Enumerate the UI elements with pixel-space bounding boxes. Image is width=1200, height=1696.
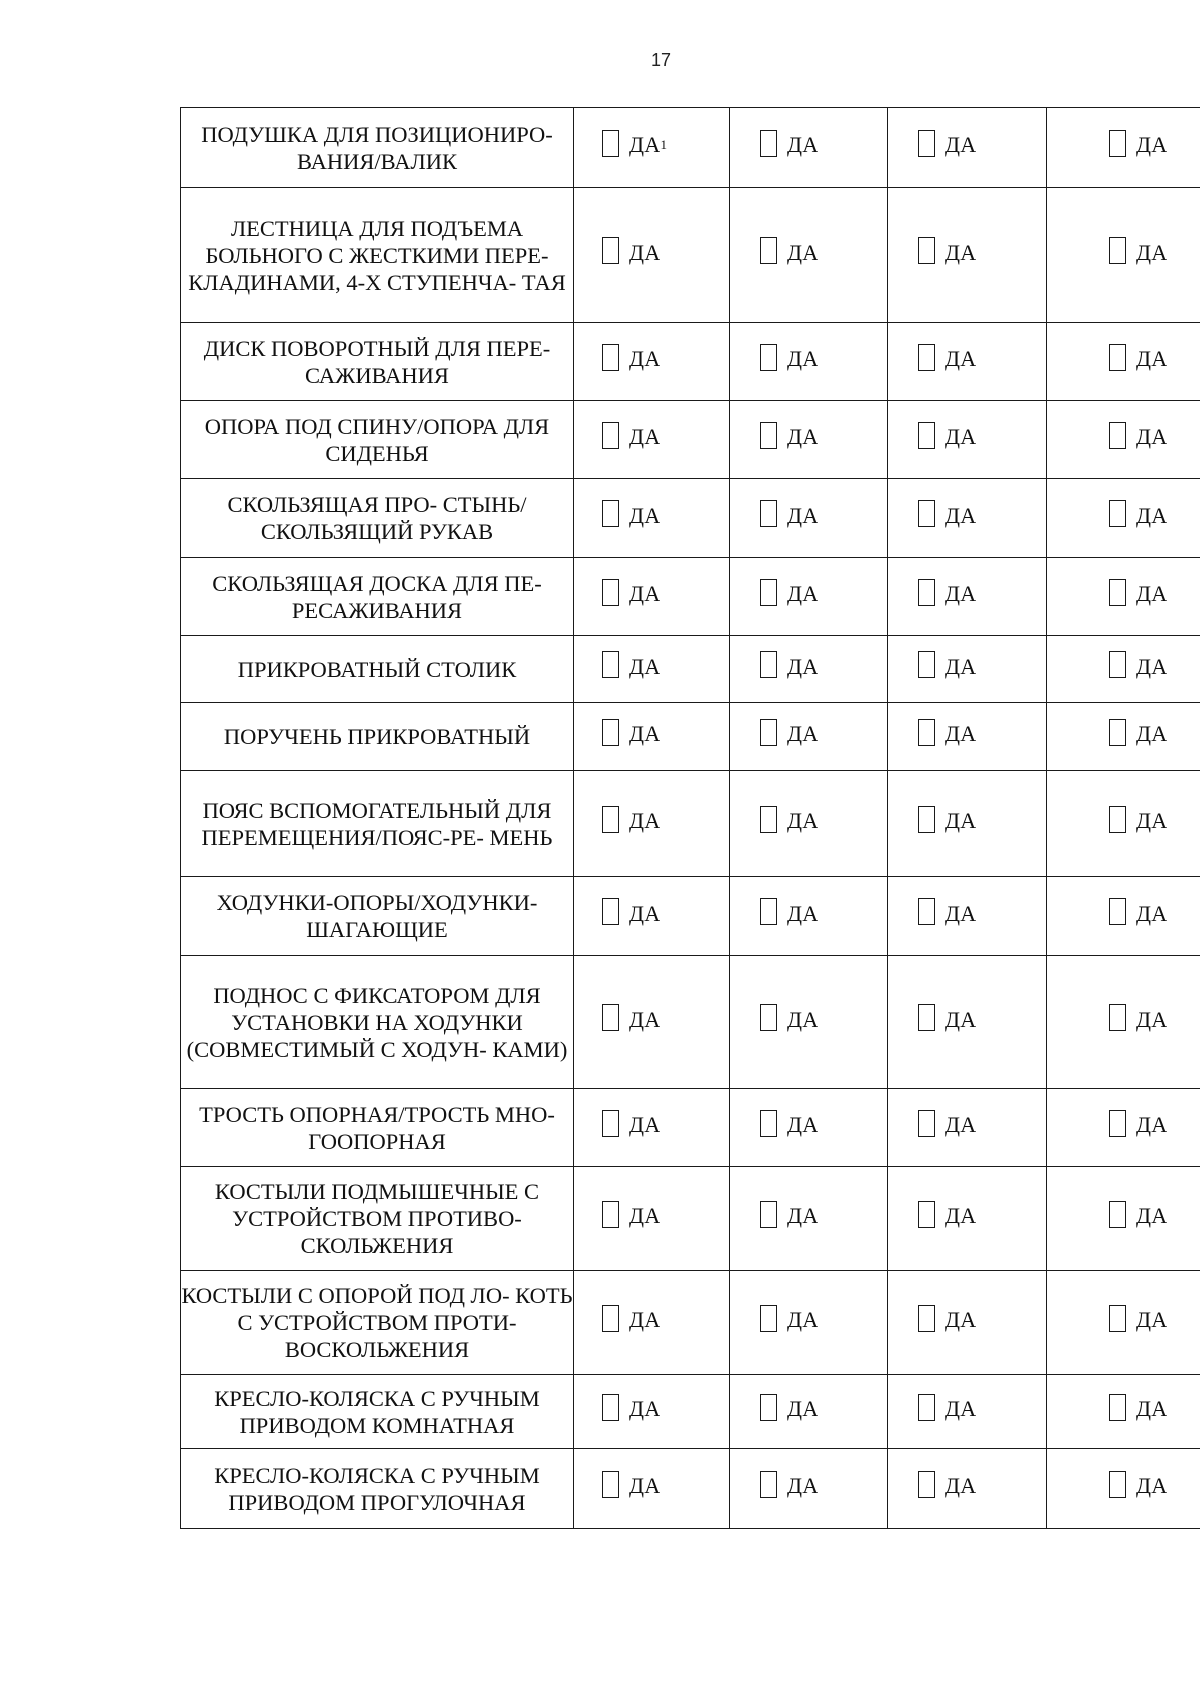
checkbox-icon[interactable] [602,1110,619,1137]
yes-option[interactable] [918,132,977,159]
checkbox-icon[interactable] [602,1201,619,1228]
yes-option[interactable] [1109,239,1168,266]
yes-option[interactable] [1109,1203,1168,1230]
yes-option[interactable] [1109,808,1168,835]
checkbox-icon[interactable] [918,1110,935,1137]
option-cell-1 [574,636,730,703]
option-cell-1 [574,771,730,877]
option-cell-4 [1047,323,1200,401]
table-row [181,636,1200,703]
option-cell-4 [1047,956,1200,1089]
yes-label: ДА [945,653,977,679]
checkbox-icon[interactable] [602,898,619,925]
table-row [181,558,1200,636]
equipment-name: КОСТЫЛИ С ОПОРОЙ ПОД ЛО- КОТЬ С УСТРОЙСТВОМ ПРОТИ- ВОСКОЛЬЖЕНИЯ [181,1271,574,1375]
table-row [181,703,1200,771]
yes-option[interactable] [760,900,819,927]
option-cell-1 [574,1089,730,1167]
equipment-name: ПОЯС ВСПОМОГАТЕЛЬНЫЙ ДЛЯ ПЕРЕМЕЩЕНИЯ/ПОЯС-РЕ- МЕНЬ [181,771,574,877]
yes-option[interactable] [602,721,661,748]
option-cell-3 [888,1089,1047,1167]
checkbox-icon[interactable] [602,500,619,527]
option-cell-3 [888,108,1047,188]
option-cell-2 [730,703,888,771]
equipment-name: КРЕСЛО-КОЛЯСКА С РУЧНЫМ ПРИВОДОМ ПРОГУЛОЧНАЯ [181,1449,574,1529]
yes-option[interactable] [760,502,819,529]
option-cell-4 [1047,108,1200,188]
option-cell-4 [1047,636,1200,703]
yes-label: ДА [945,721,977,746]
yes-option[interactable] [760,346,819,373]
checkbox-icon[interactable] [1109,422,1126,449]
option-cell-1 [574,188,730,323]
option-cell-2 [730,108,888,188]
checkbox-icon[interactable] [760,500,777,527]
yes-option[interactable] [918,721,977,748]
yes-option[interactable] [760,581,819,608]
checkbox-icon[interactable] [602,344,619,371]
yes-option[interactable] [760,1396,819,1423]
table-row [181,188,1200,323]
yes-option[interactable] [760,1112,819,1139]
option-cell-3 [888,1167,1047,1271]
yes-label: ДА [1136,239,1168,265]
equipment-name: ОПОРА ПОД СПИНУ/ОПОРА ДЛЯ СИДЕНЬЯ [181,401,574,479]
yes-label: ДА [787,721,819,746]
yes-option[interactable] [602,1473,661,1500]
yes-option[interactable] [1109,653,1168,680]
yes-label: ДА [945,808,977,833]
checkbox-icon[interactable] [1109,898,1126,925]
yes-option[interactable] [918,581,977,608]
checkbox-icon[interactable] [760,237,777,264]
yes-option[interactable] [918,1203,977,1230]
yes-label: ДА [945,239,977,265]
checkbox-icon[interactable] [602,1471,619,1498]
yes-label: ДА [629,900,661,926]
checkbox-icon[interactable] [918,237,935,264]
yes-label: ДА [787,1203,819,1228]
yes-label: ДА [1136,424,1168,449]
checkbox-icon[interactable] [1109,806,1126,833]
option-cell-2 [730,1449,888,1529]
yes-option[interactable] [1109,346,1168,373]
checkbox-icon[interactable] [602,806,619,833]
checkbox-icon[interactable] [1109,237,1126,264]
option-cell-1 [574,1271,730,1375]
table-row [181,1167,1200,1271]
option-cell-3 [888,636,1047,703]
checkbox-icon[interactable] [760,651,777,678]
option-cell-2 [730,636,888,703]
table-row [181,1375,1200,1449]
yes-label: ДА [629,132,661,157]
yes-option[interactable] [602,1396,661,1423]
yes-label: ДА [1136,1203,1168,1228]
equipment-name: КРЕСЛО-КОЛЯСКА С РУЧНЫМ ПРИВОДОМ КОМНАТНАЯ [181,1375,574,1449]
checkbox-icon[interactable] [918,806,935,833]
yes-option[interactable] [602,1203,661,1230]
checkbox-icon[interactable] [1109,579,1126,606]
checkbox-icon[interactable] [602,422,619,449]
option-cell-3 [888,323,1047,401]
yes-label: ДА [787,653,819,679]
yes-option[interactable] [918,1396,977,1423]
yes-label: ДА [1136,581,1168,606]
checkbox-icon[interactable] [918,1305,935,1332]
yes-label: ДА [629,653,661,679]
equipment-name: СКОЛЬЗЯЩАЯ ПРО- СТЫНЬ/СКОЛЬЗЯЩИЙ РУКАВ [181,479,574,558]
checkbox-icon[interactable] [918,344,935,371]
equipment-name: ТРОСТЬ ОПОРНАЯ/ТРОСТЬ МНО- ГООПОРНАЯ [181,1089,574,1167]
yes-label: ДА [945,1307,977,1332]
option-cell-1 [574,703,730,771]
option-cell-3 [888,1375,1047,1449]
checkbox-icon[interactable] [602,719,619,746]
checkbox-icon[interactable] [1109,500,1126,527]
checkbox-icon[interactable] [760,898,777,925]
yes-option[interactable] [918,1112,977,1139]
page-number: 17 [650,50,672,70]
yes-option[interactable] [760,1203,819,1230]
yes-label: ДА [945,900,977,926]
yes-label: ДА [787,502,819,528]
checkbox-icon[interactable] [760,1110,777,1137]
yes-label: ДА [787,346,819,371]
option-cell-1 [574,479,730,558]
yes-option[interactable] [918,1307,977,1334]
yes-option[interactable] [1109,1006,1168,1033]
yes-option[interactable] [760,808,819,835]
yes-option[interactable] [760,424,819,451]
yes-label: ДА [787,239,819,265]
yes-label: ДА [787,808,819,833]
yes-option[interactable] [918,808,977,835]
yes-label: ДА [787,1473,819,1498]
option-cell-4 [1047,558,1200,636]
option-cell-3 [888,877,1047,956]
checkbox-icon[interactable] [1109,1305,1126,1332]
option-cell-3 [888,1449,1047,1529]
yes-label: ДА [945,1006,977,1032]
yes-label: ДА [1136,1307,1168,1332]
option-cell-1 [574,1449,730,1529]
checkbox-icon[interactable] [602,237,619,264]
yes-option[interactable] [918,1006,977,1033]
checkbox-icon[interactable] [1109,130,1126,157]
option-cell-2 [730,877,888,956]
yes-option[interactable] [602,424,661,451]
table-row [181,401,1200,479]
table-row [181,108,1200,188]
table-row [181,1089,1200,1167]
yes-label: ДА [1136,346,1168,371]
option-cell-3 [888,771,1047,877]
checkbox-icon[interactable] [918,719,935,746]
checkbox-icon[interactable] [602,579,619,606]
yes-option[interactable] [602,1006,661,1033]
option-cell-2 [730,1089,888,1167]
yes-option[interactable] [918,900,977,927]
option-cell-3 [888,1271,1047,1375]
option-cell-4 [1047,1271,1200,1375]
yes-label: ДА [629,721,661,746]
option-cell-4 [1047,1375,1200,1449]
checkbox-icon[interactable] [602,651,619,678]
option-cell-3 [888,401,1047,479]
yes-label: ДА [945,1203,977,1228]
option-cell-2 [730,558,888,636]
yes-label: ДА [945,346,977,371]
yes-option[interactable] [760,1473,819,1500]
yes-option[interactable] [760,239,819,266]
equipment-name: ЛЕСТНИЦА ДЛЯ ПОДЪЕМА БОЛЬНОГО С ЖЕСТКИМИ ПЕРЕ- КЛАДИНАМИ, 4-Х СТУПЕНЧА- ТАЯ [181,188,574,323]
equipment-name: ДИСК ПОВОРОТНЫЙ ДЛЯ ПЕРЕ- САЖИВАНИЯ [181,323,574,401]
yes-option[interactable] [918,1473,977,1500]
yes-label: ДА [787,132,819,157]
option-cell-3 [888,558,1047,636]
yes-option[interactable] [1109,1396,1168,1423]
checkbox-icon[interactable] [1109,1394,1126,1421]
table-row [181,1449,1200,1529]
yes-label: ДА [787,900,819,926]
checkbox-icon[interactable] [918,898,935,925]
option-cell-3 [888,479,1047,558]
checkbox-icon[interactable] [918,130,935,157]
option-cell-3 [888,956,1047,1089]
yes-label: ДА [945,132,977,157]
yes-label: ДА [1136,808,1168,833]
table-row [181,479,1200,558]
checkbox-icon[interactable] [1109,344,1126,371]
checkbox-icon[interactable] [918,1201,935,1228]
yes-option[interactable] [602,1307,661,1334]
equipment-name: КОСТЫЛИ ПОДМЫШЕЧНЫЕ С УСТРОЙСТВОМ ПРОТИВО- СКОЛЬЖЕНИЯ [181,1167,574,1271]
yes-option[interactable] [602,239,661,266]
yes-option[interactable] [1109,721,1168,748]
yes-option[interactable] [602,808,661,835]
yes-label: ДА [629,502,661,528]
yes-label: ДА [787,1307,819,1332]
checkbox-icon[interactable] [1109,651,1126,678]
yes-option[interactable] [918,346,977,373]
option-cell-1 [574,401,730,479]
yes-label: ДА [945,581,977,606]
yes-label: ДА [945,1112,977,1137]
yes-option[interactable] [602,346,661,373]
yes-label: ДА [629,1473,661,1498]
table-row [181,1271,1200,1375]
yes-option[interactable] [1109,1112,1168,1139]
option-cell-4 [1047,401,1200,479]
yes-option[interactable] [1109,132,1168,159]
yes-label: ДА [787,1396,819,1421]
equipment-name: ПОДУШКА ДЛЯ ПОЗИЦИОНИРО- ВАНИЯ/ВАЛИК [181,108,574,188]
checkbox-icon[interactable] [760,1201,777,1228]
equipment-name: ПРИКРОВАТНЫЙ СТОЛИК [181,636,574,703]
yes-label: ДА [1136,502,1168,528]
yes-option[interactable] [918,239,977,266]
yes-label: ДА [787,581,819,606]
yes-option[interactable] [602,581,661,608]
table-row [181,877,1200,956]
checkbox-icon[interactable] [602,1004,619,1031]
option-cell-4 [1047,479,1200,558]
checkbox-icon[interactable] [760,344,777,371]
option-cell-4 [1047,1167,1200,1271]
yes-label: ДА [1136,721,1168,746]
yes-label: ДА [1136,653,1168,679]
yes-option[interactable] [760,721,819,748]
yes-label: ДА [1136,1006,1168,1032]
checkbox-icon[interactable] [1109,1201,1126,1228]
yes-label: ДА [787,1006,819,1032]
checkbox-icon[interactable] [760,719,777,746]
yes-option[interactable] [1109,900,1168,927]
yes-option[interactable] [760,1307,819,1334]
option-cell-2 [730,956,888,1089]
option-cell-3 [888,703,1047,771]
checkbox-icon[interactable] [1109,719,1126,746]
yes-option[interactable] [1109,1307,1168,1334]
option-cell-3 [888,188,1047,323]
yes-label: ДА [629,1396,661,1421]
yes-label: ДА [787,424,819,449]
option-cell-4 [1047,771,1200,877]
yes-label: ДА [1136,132,1168,157]
yes-option[interactable] [602,653,661,680]
yes-label: ДА [629,808,661,833]
yes-label: ДА [1136,1112,1168,1137]
equipment-name: СКОЛЬЗЯЩАЯ ДОСКА ДЛЯ ПЕ- РЕСАЖИВАНИЯ [181,558,574,636]
option-cell-2 [730,771,888,877]
checkbox-icon[interactable] [918,1394,935,1421]
checkbox-icon[interactable] [918,422,935,449]
yes-label: ДА [629,1307,661,1332]
table-row [181,323,1200,401]
option-cell-2 [730,1375,888,1449]
option-cell-1 [574,956,730,1089]
checkbox-icon[interactable] [760,1004,777,1031]
table-row [181,771,1200,877]
equipment-name: ПОРУЧЕНЬ ПРИКРОВАТНЫЙ [181,703,574,771]
yes-label: ДА [629,346,661,371]
yes-option[interactable] [760,1006,819,1033]
equipment-table [180,107,1200,1529]
yes-option[interactable] [1109,424,1168,451]
option-cell-2 [730,1271,888,1375]
equipment-name: ПОДНОС С ФИКСАТОРОМ ДЛЯ УСТАНОВКИ НА ХОДУНКИ (СОВМЕСТИМЫЙ С ХОДУН- КАМИ) [181,956,574,1089]
option-cell-1 [574,323,730,401]
checkbox-icon[interactable] [760,1394,777,1421]
yes-label: ДА [629,1112,661,1137]
yes-option[interactable] [602,900,661,927]
footnote-marker: 1 [660,137,667,152]
yes-label: ДА [945,502,977,528]
checkbox-icon[interactable] [760,130,777,157]
option-cell-2 [730,188,888,323]
yes-label: ДА [629,1203,661,1228]
yes-option[interactable] [760,132,819,159]
yes-label: ДА [787,1112,819,1137]
checkbox-icon[interactable] [918,1004,935,1031]
option-cell-2 [730,401,888,479]
yes-label: ДА [629,424,661,449]
yes-label: ДА [945,1473,977,1498]
yes-option[interactable] [602,132,667,159]
equipment-name: ХОДУНКИ-ОПОРЫ/ХОДУНКИ- ШАГАЮЩИЕ [181,877,574,956]
yes-label: ДА [1136,1473,1168,1498]
checkbox-icon[interactable] [918,500,935,527]
checkbox-icon[interactable] [602,1394,619,1421]
checkbox-icon[interactable] [760,1305,777,1332]
yes-option[interactable] [918,424,977,451]
option-cell-1 [574,558,730,636]
yes-label: ДА [629,581,661,606]
yes-label: ДА [945,424,977,449]
option-cell-2 [730,479,888,558]
yes-label: ДА [945,1396,977,1421]
option-cell-4 [1047,188,1200,323]
table-body [181,108,1200,1529]
yes-label: ДА [1136,1396,1168,1421]
checkbox-icon[interactable] [760,806,777,833]
option-cell-2 [730,1167,888,1271]
checkbox-icon[interactable] [602,130,619,157]
yes-option[interactable] [760,653,819,680]
yes-option[interactable] [1109,581,1168,608]
option-cell-4 [1047,1449,1200,1529]
option-cell-2 [730,323,888,401]
option-cell-1 [574,877,730,956]
yes-option[interactable] [1109,502,1168,529]
option-cell-4 [1047,703,1200,771]
checkbox-icon[interactable] [760,579,777,606]
checkbox-icon[interactable] [918,651,935,678]
checkbox-icon[interactable] [760,422,777,449]
yes-option[interactable] [602,502,661,529]
option-cell-1 [574,1167,730,1271]
checkbox-icon[interactable] [1109,1110,1126,1137]
yes-option[interactable] [918,502,977,529]
option-cell-1 [574,1375,730,1449]
checkbox-icon[interactable] [1109,1471,1126,1498]
yes-option[interactable] [918,653,977,680]
yes-label: ДА [629,1006,661,1032]
checkbox-icon[interactable] [602,1305,619,1332]
checkbox-icon[interactable] [760,1471,777,1498]
yes-option[interactable] [1109,1473,1168,1500]
option-cell-4 [1047,1089,1200,1167]
yes-label: ДА [629,239,661,265]
option-cell-1 [574,108,730,188]
checkbox-icon[interactable] [1109,1004,1126,1031]
checkbox-icon[interactable] [918,1471,935,1498]
yes-label: ДА [1136,900,1168,926]
checkbox-icon[interactable] [918,579,935,606]
option-cell-4 [1047,877,1200,956]
yes-option[interactable] [602,1112,661,1139]
table-row [181,956,1200,1089]
